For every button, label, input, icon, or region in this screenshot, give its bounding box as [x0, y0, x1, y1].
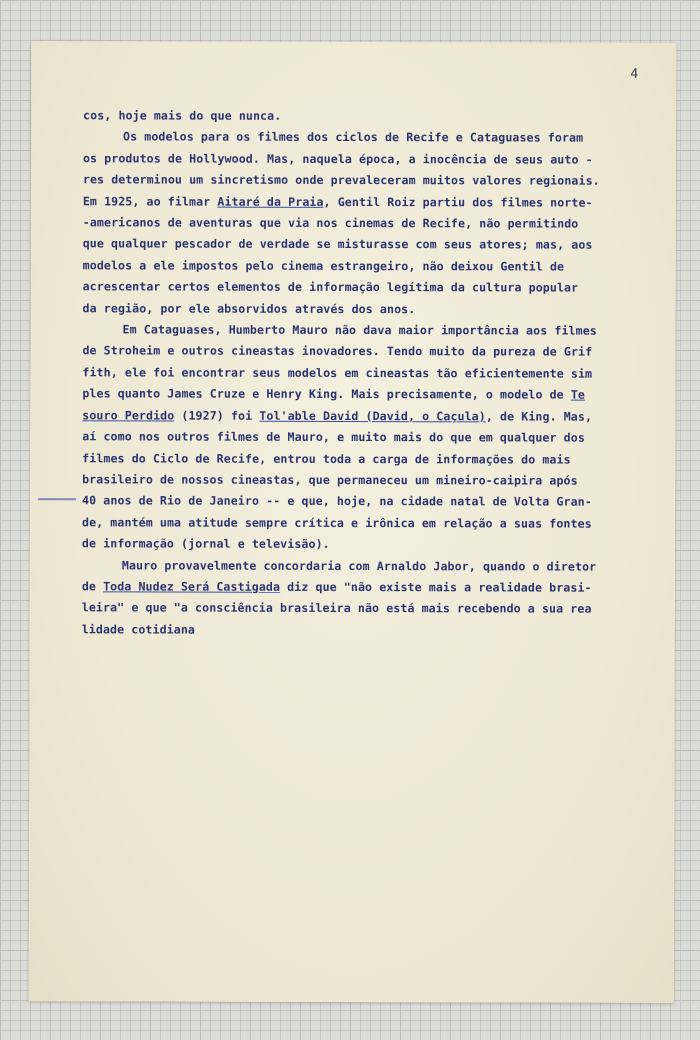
text-segment: -americanos de aventuras que via nos cinemas de Recife, não permitindo — [82, 215, 579, 231]
underlined-title: Te — [570, 387, 586, 402]
text-line — [82, 384, 642, 407]
text-line — [82, 448, 642, 471]
text-segment: Em Cataguases, Humberto Mauro não dava maior importância aos filmes — [122, 322, 597, 338]
text-segment: de — [81, 579, 104, 594]
text-segment: Em 1925, ao filmar — [82, 193, 218, 209]
text-line — [82, 555, 642, 578]
text-line — [82, 426, 642, 449]
text-segment: filmes do Ciclo de Recife, entrou toda a carga de informações do mais — [82, 450, 571, 467]
text-segment: diz que "não existe mais a realidade brasi- — [280, 579, 592, 595]
text-segment: que qualquer pescador de verdade se misturasse com seus atores; mas, aos — [82, 236, 593, 253]
text-line — [83, 148, 643, 171]
body-text — [82, 105, 643, 642]
text-line — [83, 127, 643, 150]
text-line — [82, 533, 642, 556]
text-segment: Mauro provavelmente concordaria com Arnaldo Jabor, quando o diretor — [121, 557, 597, 574]
underlined-title: Tol'able David (David, o Caçula) — [259, 408, 486, 424]
text-segment: fith, ele foi encontrar seus modelos em cineastas tão eficientemente sim — [82, 365, 593, 381]
page-number: 4 — [630, 66, 639, 82]
text-segment: ples quanto James Cruze e Henry King. Mais precisamente, o modelo de — [82, 386, 571, 402]
underlined-title: souro Perdido — [82, 407, 175, 423]
text-line — [82, 491, 642, 514]
text-segment: de informação (jornal e televisão). — [81, 536, 330, 552]
underlined-title: Aitaré da Praia — [217, 194, 324, 209]
text-line — [83, 255, 643, 278]
text-segment: de, mantém uma atitude sempre crítica e irônica em relação a suas fontes — [81, 515, 592, 531]
text-line — [83, 277, 643, 300]
text-line — [83, 105, 643, 128]
text-segment: aí como nos outros filmes de Mauro, e muito mais do que em qualquer dos — [82, 429, 585, 445]
text-segment: de Stroheim e outros cineastas inovadores. Tendo muito da pureza de Grif — [82, 343, 593, 360]
text-line — [82, 598, 642, 621]
text-segment: os produtos de Hollywood. Mas, naquela época, a inocência de seus auto - — [82, 151, 593, 167]
text-line — [83, 298, 643, 321]
text-line — [82, 469, 642, 492]
text-segment: Os modelos para os filmes dos ciclos de Recife e Cataguases foram — [122, 129, 584, 146]
typewritten-page — [29, 41, 677, 1003]
text-segment: , de King. Mas, — [485, 409, 593, 424]
text-segment: 40 anos de Rio de Janeiro -- e que, hoje, na cidade natal de Volta Gran- — [82, 493, 592, 509]
text-segment: res determinou um sincretismo onde prevaleceram muitos valores regionais. — [82, 172, 600, 188]
text-line — [82, 341, 642, 364]
text-line — [83, 234, 643, 257]
text-line — [82, 405, 642, 428]
text-segment: da região, por ele absorvidos através dos anos. — [82, 300, 416, 316]
text-segment: brasileiro de nossos cineastas, que permaneceu um mineiro-caipira após — [82, 472, 578, 488]
text-line — [83, 170, 643, 193]
text-line — [82, 362, 642, 385]
text-segment: leira" e que "a consciência brasileira não está mais recebendo a sua rea — [81, 600, 592, 616]
text-segment: lidade cotidiana — [81, 622, 196, 637]
underlined-title: Toda Nudez Será Castigada — [103, 579, 281, 594]
text-segment: , Gentil Roiz partiu dos filmes norte- — [323, 194, 593, 210]
text-segment: acrescentar certos elementos de informação legítima da cultura popular — [82, 279, 579, 295]
text-line — [82, 319, 642, 342]
margin-pen-mark — [38, 498, 76, 500]
text-segment: modelos a ele impostos pelo cinema estrangeiro, não deixou Gentil de — [82, 258, 565, 274]
text-line — [83, 191, 643, 214]
text-line — [82, 512, 642, 535]
text-line — [82, 576, 642, 599]
text-line — [83, 212, 643, 235]
text-line — [82, 619, 642, 642]
text-segment: cos, hoje mais do que nunca. — [83, 108, 282, 123]
text-segment: (1927) foi — [174, 408, 260, 423]
